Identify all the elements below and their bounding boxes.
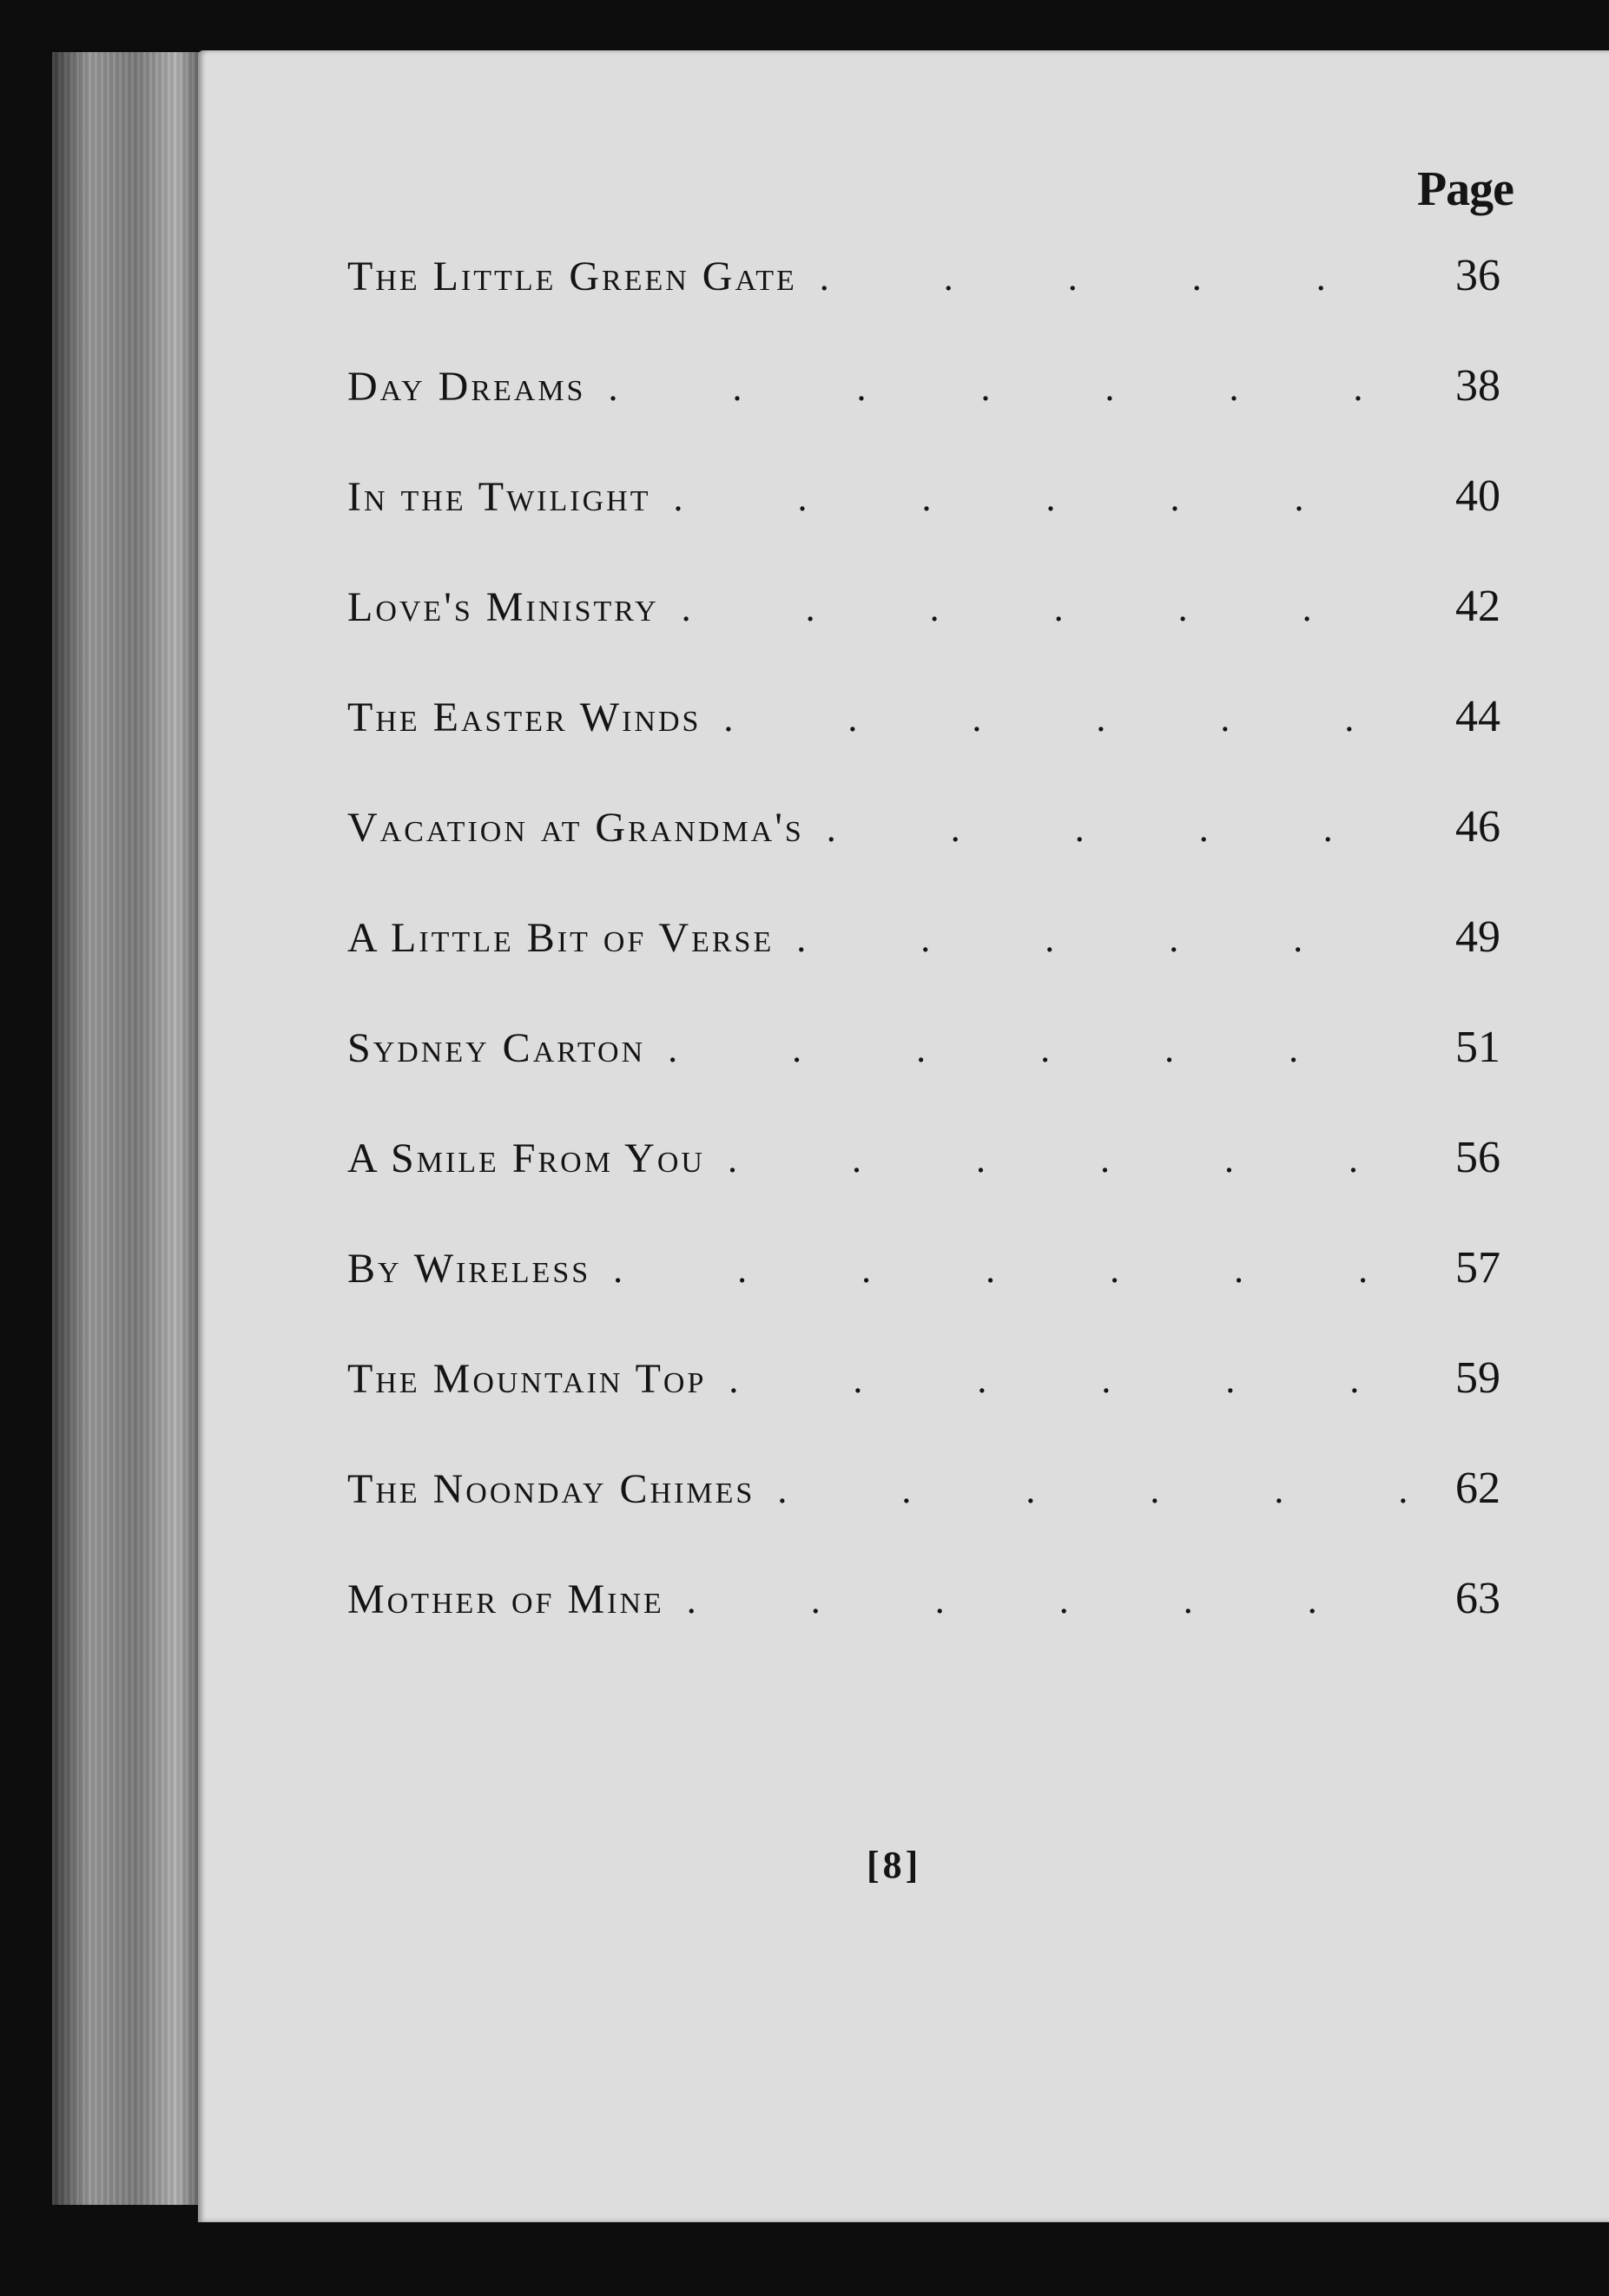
dot-leader (613, 1247, 1410, 1292)
toc-entry (347, 1022, 1500, 1132)
dot-leader (668, 1027, 1410, 1071)
toc-entry-page: 56 (1455, 1133, 1500, 1182)
toc-entry-title: In the Twilight (347, 474, 651, 520)
toc-entry-title: A Little Bit of Verse (347, 915, 775, 961)
toc-entry-title: Sydney Carton (347, 1025, 646, 1071)
toc-entry-page: 36 (1455, 251, 1500, 300)
toc-entry-page: 49 (1455, 912, 1500, 962)
toc-entry-page: 63 (1455, 1574, 1500, 1623)
toc-entry (347, 1242, 1500, 1352)
toc-entry (347, 911, 1500, 1022)
table-of-contents (347, 250, 1500, 1683)
toc-entry-title: The Noonday Chimes (347, 1466, 755, 1512)
toc-entry-title: Day Dreams (347, 364, 586, 410)
toc-entry-page: 62 (1455, 1464, 1500, 1513)
toc-entry (347, 1463, 1500, 1573)
dot-leader (729, 1358, 1410, 1402)
toc-entry (347, 1573, 1500, 1683)
dot-leader (827, 806, 1410, 851)
dot-leader (687, 1578, 1410, 1622)
toc-entry (347, 801, 1500, 911)
toc-entry-page: 38 (1455, 361, 1500, 411)
dot-leader (723, 696, 1410, 740)
toc-entry-page: 40 (1455, 471, 1500, 521)
dot-leader (777, 1468, 1410, 1512)
toc-entry (347, 691, 1500, 801)
toc-entry (347, 1132, 1500, 1242)
dot-leader (728, 1137, 1410, 1181)
dot-leader (820, 255, 1410, 299)
toc-entry-title: By Wireless (347, 1246, 591, 1292)
toc-entry-page: 44 (1455, 692, 1500, 741)
toc-entry-title: A Smile From You (347, 1135, 705, 1181)
dot-leader (796, 917, 1410, 961)
toc-entry (347, 581, 1500, 691)
toc-entry-page: 57 (1455, 1243, 1500, 1293)
toc-entry (347, 250, 1500, 360)
page-column-heading: Page (1416, 162, 1513, 216)
toc-entry-page: 46 (1455, 802, 1500, 852)
toc-entry (347, 360, 1500, 470)
contents-page (198, 50, 1609, 2222)
toc-entry (347, 1352, 1500, 1463)
page-number: [8] (867, 1844, 922, 1886)
toc-entry-title: Vacation at Grandma's (347, 805, 804, 851)
toc-entry-title: Love's Ministry (347, 584, 659, 630)
toc-entry (347, 470, 1500, 581)
toc-entry-page: 42 (1455, 582, 1500, 631)
toc-entry-title: The Mountain Top (347, 1356, 707, 1402)
toc-entry-page: 59 (1455, 1353, 1500, 1403)
dot-leader (608, 365, 1410, 410)
dot-leader (682, 586, 1410, 630)
dot-leader (673, 476, 1410, 520)
toc-entry-title: The Easter Winds (347, 694, 702, 740)
toc-entry-page: 51 (1455, 1023, 1500, 1072)
toc-entry-title: Mother of Mine (347, 1576, 664, 1622)
toc-entry-title: The Little Green Gate (347, 253, 797, 299)
book-spine (52, 52, 204, 2205)
